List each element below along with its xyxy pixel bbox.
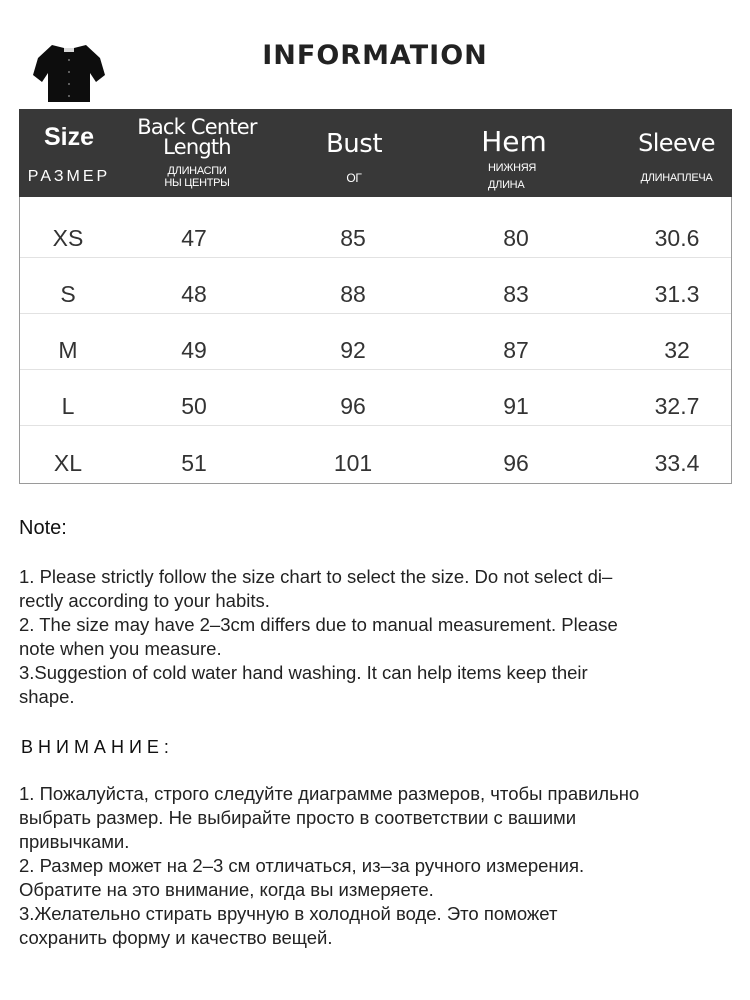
column-label-ru-line2: НЫ ЦЕНТРЫ [164,177,230,189]
cell-bust: 101 [333,450,373,476]
size-chart-table [19,109,732,484]
cell-bust: 96 [340,393,366,419]
column-label-en [127,117,267,157]
cell-size: M [58,337,78,363]
note-line: Обратите на это внимание, когда вы измеряете. [19,879,434,900]
note-line: 3.Желательно стирать вручную в холодной воде. Это поможет [19,903,558,924]
column-label-en: Bust [325,129,383,159]
column-header-hem [459,109,569,197]
column-label-en: Hem [481,125,547,158]
cell-sleeve: 32 [664,337,690,363]
cell-sleeve: 30.6 [654,225,700,251]
cell-size: XL [53,450,83,476]
note-line: rectly according to your habits. [19,590,270,611]
table-row [20,258,731,314]
table-row [20,426,731,482]
note-line: 1. Пожалуйста, строго следуйте диаграмме размеров, чтобы правильно [19,783,640,804]
cell-bust: 88 [340,281,366,307]
cell-bust: 92 [340,337,366,363]
table-body [20,197,731,482]
column-label-ru: РАЗМЕР [27,168,111,185]
cell-sleeve: 31.3 [654,281,700,307]
note-line: shape. [19,686,75,707]
cell-hem: 80 [503,225,529,251]
column-label-ru [459,160,569,194]
cell-hem: 87 [503,337,529,363]
cell-back-center-length: 47 [181,225,207,251]
column-label-ru: ОГ [346,171,362,185]
note-line: выбрать размер. Не выбирайте просто в соответствии с вашими [19,807,577,828]
column-label-en: Sleeve [638,129,715,157]
note-line: 2. Размер может на 2–3 см отличаться, из–за ручного измерения. [19,855,585,876]
note-line: 2. The size may have 2–3cm differs due to manual measurement. Please [19,614,618,635]
column-label-en-line1: Back Center [137,115,257,139]
cell-back-center-length: 48 [181,281,207,307]
cell-hem: 91 [503,393,529,419]
cell-bust: 85 [340,225,366,251]
notes-heading: ВНИМАНИЕ: [21,737,174,757]
note-line: сохранить форму и качество вещей. [19,927,333,948]
page-title: INFORMATION [262,40,488,71]
notes-body [19,782,739,950]
cell-sleeve: 32.7 [654,393,700,419]
column-header-bust [294,109,414,197]
column-header-back-center-length [127,109,267,197]
note-line: привычками. [19,831,130,852]
column-label-ru: ДЛИНАПЛЕЧА [640,172,713,184]
note-line: 1. Please strictly follow the size chart to select the size. Do not select di– [19,566,613,587]
cell-size: XS [52,225,84,251]
column-label-en-line2: Length [163,135,231,159]
column-label-ru-line1: ДЛИНАСПИ [167,165,227,177]
cell-back-center-length: 50 [181,393,207,419]
cell-hem: 96 [503,450,529,476]
cell-back-center-length: 49 [181,337,207,363]
cell-back-center-length: 51 [181,450,207,476]
table-row [20,197,731,258]
table-header [19,109,732,197]
notes-english [19,515,734,709]
note-line: note when you measure. [19,638,222,659]
table-row [20,370,731,426]
column-header-sleeve [619,109,734,197]
cell-sleeve: 33.4 [654,450,700,476]
column-header-size [19,109,119,197]
column-label-en: Size [43,123,95,151]
note-line: 3.Suggestion of cold water hand washing. It can help items keep their [19,662,588,683]
cell-size: S [60,281,76,307]
column-label-ru-line2: ДЛИНА [488,179,525,191]
cell-hem: 83 [503,281,529,307]
column-label-ru [127,165,267,189]
notes-heading: Note: [19,517,67,539]
column-label-ru-line1: НИЖНЯЯ [488,162,537,174]
notes-russian [19,735,739,950]
table-row [20,314,731,370]
notes-body [19,565,734,709]
cell-size: L [61,393,75,419]
